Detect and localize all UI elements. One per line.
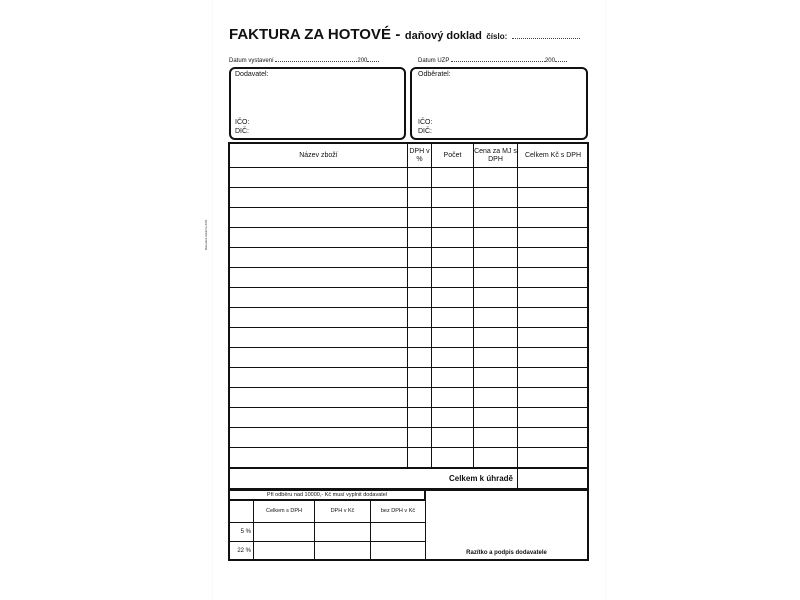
item-qty-cell[interactable] bbox=[432, 408, 474, 428]
total-label: Celkem k úhradě bbox=[230, 468, 518, 490]
item-qty-cell[interactable] bbox=[432, 288, 474, 308]
item-qty-cell[interactable] bbox=[432, 268, 474, 288]
vat-col-net: bez DPH v Kč bbox=[371, 501, 426, 523]
issue-date-year: 200 bbox=[357, 58, 368, 64]
item-vat-cell[interactable] bbox=[408, 268, 432, 288]
item-total-cell[interactable] bbox=[518, 348, 589, 368]
vat-note: Při odběru nad 10000,- Kč musí vyplnit dodavatel bbox=[229, 490, 425, 500]
item-name-cell[interactable] bbox=[230, 288, 408, 308]
item-total-cell[interactable] bbox=[518, 188, 589, 208]
customer-label: Odběratel: bbox=[418, 71, 451, 78]
item-row bbox=[230, 328, 589, 348]
item-vat-cell[interactable] bbox=[408, 348, 432, 368]
uzp-date-field[interactable] bbox=[451, 60, 545, 62]
uzp-date-label: Datum UZP bbox=[418, 58, 450, 64]
total-value-cell[interactable] bbox=[518, 468, 589, 490]
vat-col-vat: DPH v Kč bbox=[315, 501, 371, 523]
item-qty-cell[interactable] bbox=[432, 448, 474, 468]
vat22-vat-cell[interactable] bbox=[315, 542, 371, 561]
item-vat-cell[interactable] bbox=[408, 328, 432, 348]
items-table bbox=[229, 143, 589, 490]
item-total-cell[interactable] bbox=[518, 268, 589, 288]
item-vat-cell[interactable] bbox=[408, 168, 432, 188]
issue-date-field[interactable] bbox=[275, 60, 357, 62]
item-vat-cell[interactable] bbox=[408, 368, 432, 388]
issue-date-year-field bbox=[367, 60, 379, 62]
customer-dic: DIČ: bbox=[418, 128, 432, 135]
item-qty-cell[interactable] bbox=[432, 228, 474, 248]
uzp-date-year: 200 bbox=[544, 58, 555, 64]
item-row bbox=[230, 428, 589, 448]
item-qty-cell[interactable] bbox=[432, 168, 474, 188]
item-price-cell[interactable] bbox=[474, 168, 518, 188]
item-row bbox=[230, 368, 589, 388]
issue-date bbox=[229, 58, 405, 64]
item-row bbox=[230, 228, 589, 248]
item-price-cell[interactable] bbox=[474, 248, 518, 268]
item-total-cell[interactable] bbox=[518, 328, 589, 348]
item-total-cell[interactable] bbox=[518, 388, 589, 408]
item-row bbox=[230, 308, 589, 328]
vat5-vat-cell[interactable] bbox=[315, 523, 371, 542]
item-qty-cell[interactable] bbox=[432, 368, 474, 388]
item-price-cell[interactable] bbox=[474, 408, 518, 428]
item-vat-cell[interactable] bbox=[408, 228, 432, 248]
item-total-cell[interactable] bbox=[518, 228, 589, 248]
item-name-cell[interactable] bbox=[230, 328, 408, 348]
col-header-qty: Počet bbox=[432, 144, 474, 168]
item-total-cell[interactable] bbox=[518, 168, 589, 188]
title-dash: - bbox=[395, 26, 401, 43]
col-header-total: Celkem Kč s DPH bbox=[518, 144, 589, 168]
item-total-cell[interactable] bbox=[518, 308, 589, 328]
item-row bbox=[230, 448, 589, 468]
item-vat-cell[interactable] bbox=[408, 408, 432, 428]
item-vat-cell[interactable] bbox=[408, 388, 432, 408]
item-row bbox=[230, 408, 589, 428]
item-price-cell[interactable] bbox=[474, 328, 518, 348]
invoice-number-field[interactable] bbox=[512, 37, 580, 39]
item-price-cell[interactable] bbox=[474, 188, 518, 208]
item-qty-cell[interactable] bbox=[432, 308, 474, 328]
item-name-cell[interactable] bbox=[230, 248, 408, 268]
supplier-ico: IČO: bbox=[235, 119, 250, 126]
item-name-cell[interactable] bbox=[230, 168, 408, 188]
title-main: FAKTURA ZA HOTOVÉ bbox=[229, 26, 391, 43]
uzp-date bbox=[418, 58, 588, 64]
item-total-cell[interactable] bbox=[518, 428, 589, 448]
item-name-cell[interactable] bbox=[230, 388, 408, 408]
item-qty-cell[interactable] bbox=[432, 328, 474, 348]
item-name-cell[interactable] bbox=[230, 308, 408, 328]
item-price-cell[interactable] bbox=[474, 388, 518, 408]
item-total-cell[interactable] bbox=[518, 408, 589, 428]
item-price-cell[interactable] bbox=[474, 368, 518, 388]
item-total-cell[interactable] bbox=[518, 368, 589, 388]
item-name-cell[interactable] bbox=[230, 208, 408, 228]
item-qty-cell[interactable] bbox=[432, 428, 474, 448]
item-row bbox=[230, 388, 589, 408]
issue-date-label: Datum vystavení bbox=[229, 58, 274, 64]
title-sub: daňový doklad bbox=[404, 30, 482, 42]
item-qty-cell[interactable] bbox=[432, 388, 474, 408]
item-row bbox=[230, 168, 589, 188]
item-total-cell[interactable] bbox=[518, 208, 589, 228]
item-qty-cell[interactable] bbox=[432, 348, 474, 368]
item-price-cell[interactable] bbox=[474, 228, 518, 248]
item-name-cell[interactable] bbox=[230, 228, 408, 248]
item-vat-cell[interactable] bbox=[408, 308, 432, 328]
item-row bbox=[230, 188, 589, 208]
item-total-cell[interactable] bbox=[518, 448, 589, 468]
item-price-cell[interactable] bbox=[474, 448, 518, 468]
item-row bbox=[230, 248, 589, 268]
vat-summary-table bbox=[229, 500, 426, 561]
vat22-total-cell[interactable] bbox=[254, 542, 315, 561]
col-header-price: Cena za MJ s DPH bbox=[474, 144, 518, 168]
item-qty-cell[interactable] bbox=[432, 208, 474, 228]
vat-rate-5: 5 % bbox=[230, 523, 254, 542]
supplier-dic: DIČ: bbox=[235, 128, 249, 135]
col-header-name: Název zboží bbox=[230, 144, 408, 168]
item-price-cell[interactable] bbox=[474, 208, 518, 228]
stamp-label: Razítko a podpis dodavatele bbox=[466, 550, 547, 556]
vat22-net-cell[interactable] bbox=[371, 542, 426, 561]
item-row bbox=[230, 268, 589, 288]
uzp-date-year-field bbox=[555, 60, 567, 62]
item-name-cell[interactable] bbox=[230, 348, 408, 368]
item-vat-cell[interactable] bbox=[408, 428, 432, 448]
item-price-cell[interactable] bbox=[474, 268, 518, 288]
item-price-cell[interactable] bbox=[474, 308, 518, 328]
vat-corner-cell bbox=[230, 501, 254, 523]
item-name-cell[interactable] bbox=[230, 268, 408, 288]
item-price-cell[interactable] bbox=[474, 428, 518, 448]
vat-rate-22: 22 % bbox=[230, 542, 254, 561]
item-vat-cell[interactable] bbox=[408, 208, 432, 228]
vat5-net-cell[interactable] bbox=[371, 523, 426, 542]
item-vat-cell[interactable] bbox=[408, 288, 432, 308]
item-vat-cell[interactable] bbox=[408, 248, 432, 268]
item-qty-cell[interactable] bbox=[432, 248, 474, 268]
item-name-cell[interactable] bbox=[230, 428, 408, 448]
item-name-cell[interactable] bbox=[230, 368, 408, 388]
item-total-cell[interactable] bbox=[518, 288, 589, 308]
item-vat-cell[interactable] bbox=[408, 448, 432, 468]
invoice-title bbox=[229, 26, 589, 50]
item-vat-cell[interactable] bbox=[408, 188, 432, 208]
item-price-cell[interactable] bbox=[474, 288, 518, 308]
item-total-cell[interactable] bbox=[518, 248, 589, 268]
side-print-code: Baloušek tiskárna 6/04 bbox=[204, 219, 208, 250]
item-row bbox=[230, 208, 589, 228]
vat5-total-cell[interactable] bbox=[254, 523, 315, 542]
item-row bbox=[230, 348, 589, 368]
customer-ico: IČO: bbox=[418, 119, 433, 126]
item-qty-cell[interactable] bbox=[432, 188, 474, 208]
vat-col-total: Celkem s DPH bbox=[254, 501, 315, 523]
col-header-vat: DPH v % bbox=[408, 144, 432, 168]
item-price-cell[interactable] bbox=[474, 348, 518, 368]
item-name-cell[interactable] bbox=[230, 408, 408, 428]
item-row bbox=[230, 288, 589, 308]
item-name-cell[interactable] bbox=[230, 188, 408, 208]
supplier-label: Dodavatel: bbox=[235, 71, 269, 78]
item-name-cell[interactable] bbox=[230, 448, 408, 468]
invoice-number-label: číslo: bbox=[486, 32, 508, 41]
items-body bbox=[230, 168, 589, 468]
